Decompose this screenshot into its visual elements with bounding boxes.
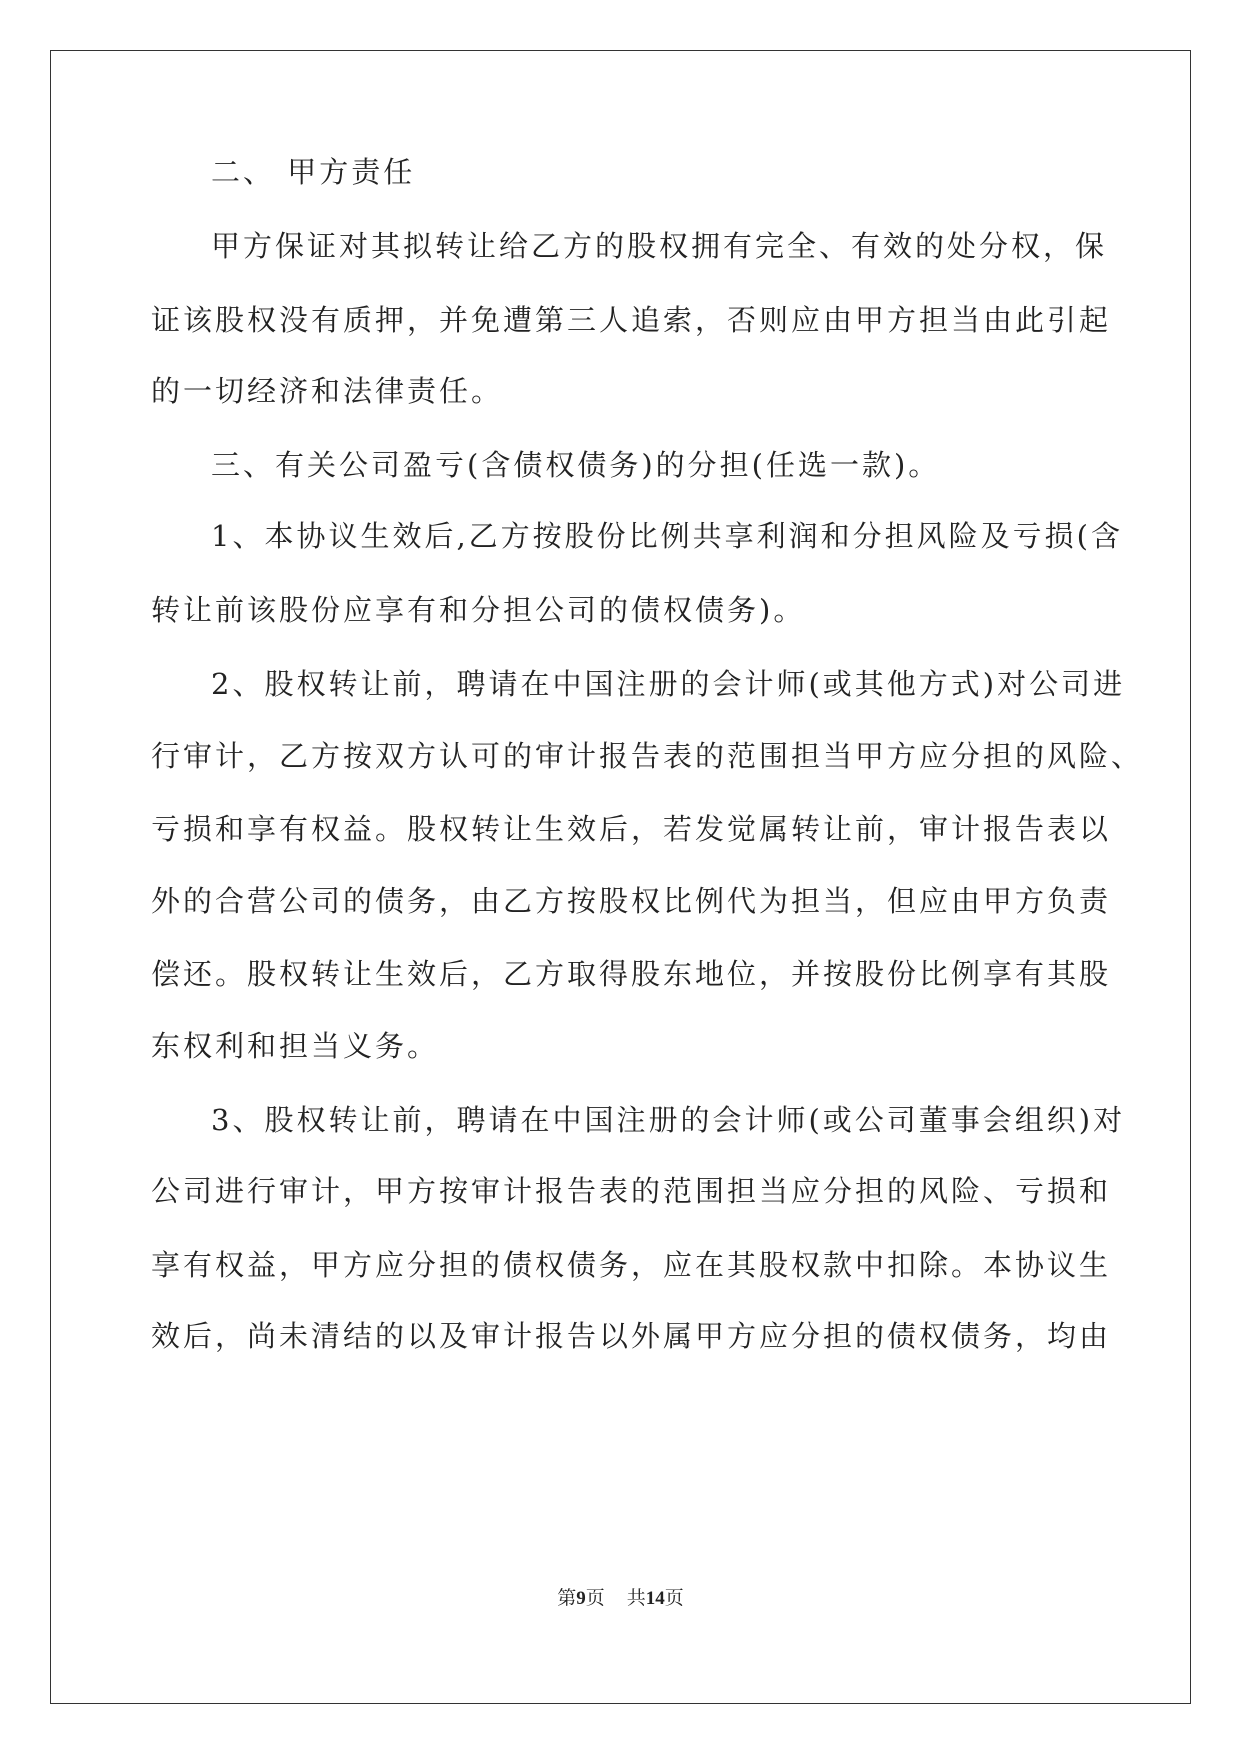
paragraph-line: 3、股权转让前，聘请在中国注册的会计师(或公司董事会组织)对 [211,1103,1126,1137]
paragraph-line: 甲方保证对其拟转让给乙方的股权拥有完全、有效的处分权，保 [211,229,1108,263]
paragraph-line: 转让前该股份应享有和分担公司的债权债务)。 [151,593,806,627]
paragraph-line: 1、本协议生效后,乙方按股份比例共享利润和分担风险及亏损(含 [211,519,1123,553]
page-prefix: 第 [557,1587,577,1609]
total-prefix: 共 [626,1587,646,1609]
paragraph-line: 公司进行审计，甲方按审计报告表的范围担当应分担的风险、亏损和 [151,1174,1112,1208]
paragraph-line: 亏损和享有权益。股权转让生效后，若发觉属转让前，审计报告表以 [151,812,1112,846]
paragraph-line: 偿还。股权转让生效后，乙方取得股东地位，并按股份比例享有其股 [151,957,1112,991]
paragraph-line: 享有权益，甲方应分担的债权债务，应在其股权款中扣除。本协议生 [151,1248,1112,1282]
paragraph-line: 证该股权没有质押，并免遭第三人追索，否则应由甲方担当由此引起 [151,303,1112,337]
section-heading-party-a-responsibility: 二、 甲方责任 [211,155,416,189]
page-footer [0,1586,1241,1611]
total-suffix: 页 [664,1587,684,1609]
total-pages: 14 [645,1588,665,1609]
page-suffix: 页 [585,1587,605,1609]
page-number: 9 [576,1588,586,1609]
section-heading-profit-loss: 三、有关公司盈亏(含债权债务)的分担(任选一款)。 [211,448,941,482]
paragraph-line: 效后，尚未清结的以及审计报告以外属甲方应分担的债权债务，均由 [151,1319,1112,1353]
paragraph-line: 2、股权转让前，聘请在中国注册的会计师(或其他方式)对公司进 [211,667,1126,701]
page-frame [50,50,1191,1704]
paragraph-line: 的一切经济和法律责任。 [151,374,504,408]
paragraph-line: 外的合营公司的债务，由乙方按股权比例代为担当，但应由甲方负责 [151,884,1112,918]
paragraph-line: 东权利和担当义务。 [151,1029,440,1063]
paragraph-line: 行审计，乙方按双方认可的审计报告表的范围担当甲方应分担的风险、 [151,739,1144,773]
